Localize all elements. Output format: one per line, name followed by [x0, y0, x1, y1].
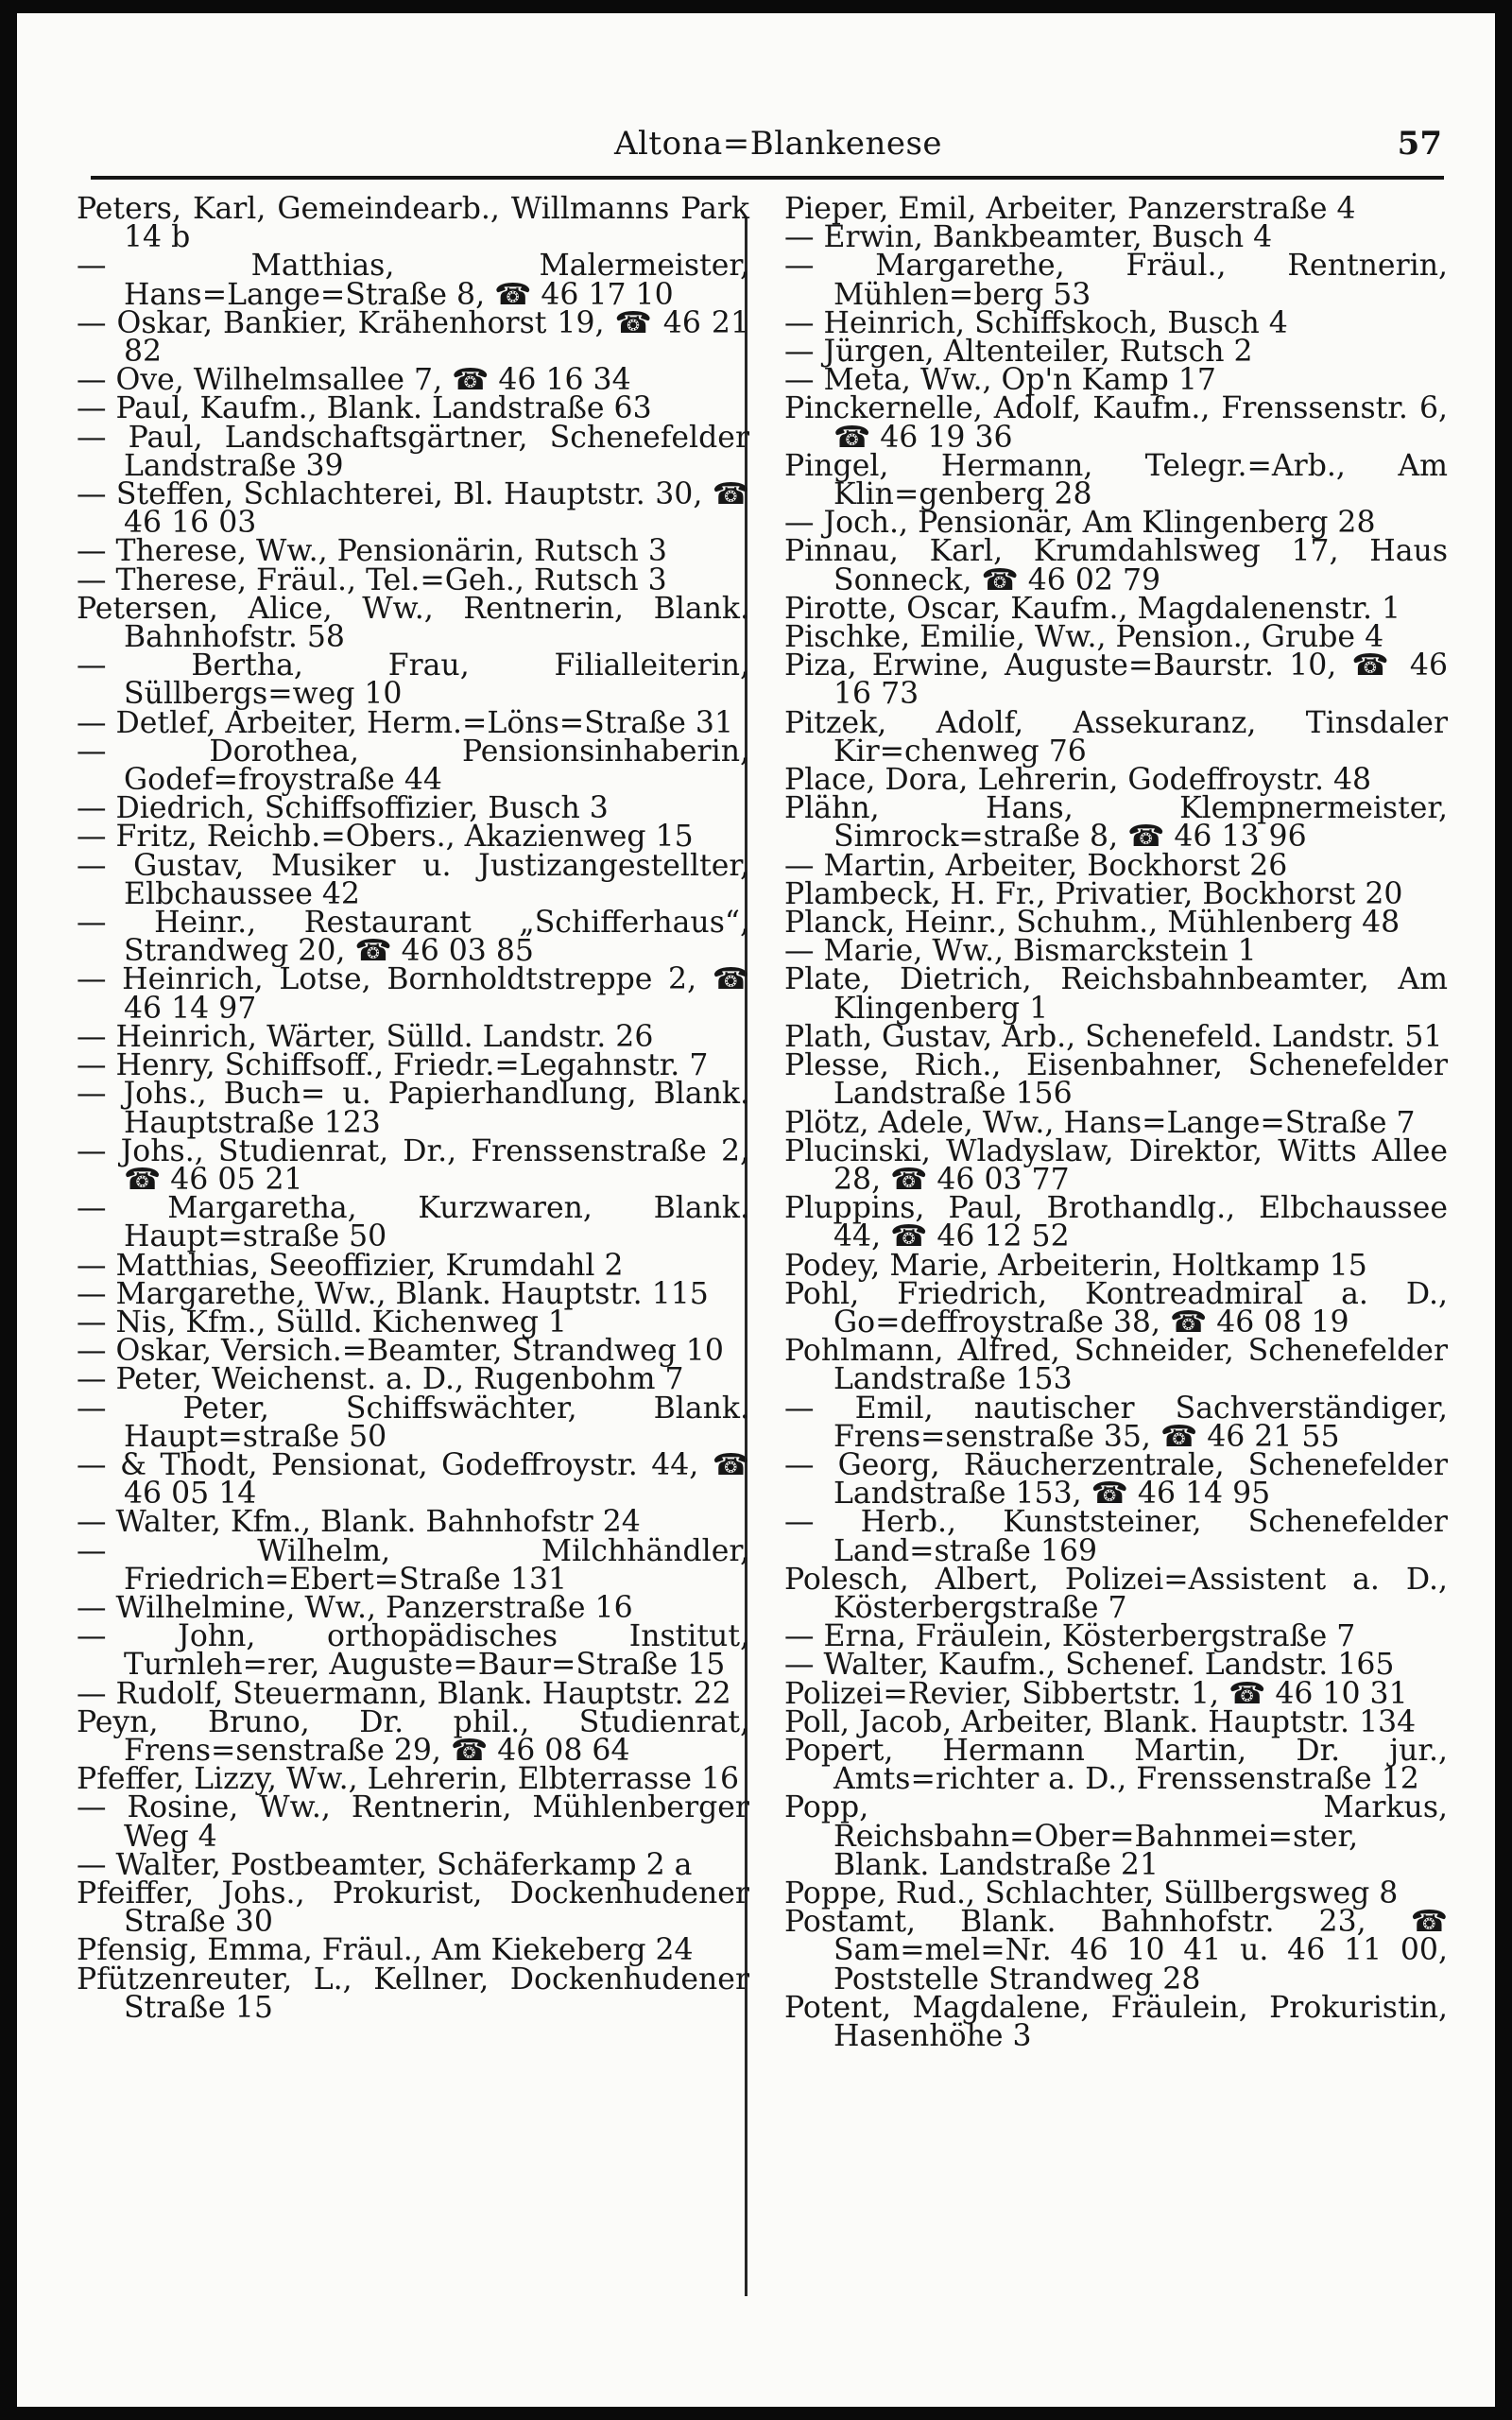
directory-entry: — Georg, Räucherzentrale, Schenefelder Landstraße 153, ☎ 46 14 95 [784, 1447, 1448, 1512]
directory-entry: — Meta, Ww., Op'n Kamp 17 [784, 363, 1216, 398]
directory-entry: — Margarethe, Fräul., Rentnerin, Mühlen=berg 53 [784, 249, 1448, 312]
directory-entry: — Jürgen, Altenteiler, Rutsch 2 [784, 335, 1253, 370]
directory-entry: — Marie, Ww., Bismarckstein 1 [784, 934, 1257, 969]
directory-entry: Pfützenreuter, L., Kellner, Dockenhudener Straße 15 [77, 1962, 749, 2025]
directory-entry: — Ove, Wilhelmsallee 7, ☎ 46 16 34 [77, 363, 631, 398]
directory-entry: — Dorothea, Pensionsinhaberin, Godef=froystraße 44 [77, 734, 749, 798]
directory-entry: — Steffen, Schlachterei, Bl. Hauptstr. 30, ☎ 46 16 03 [77, 477, 749, 541]
directory-entry: — Rosine, Ww., Rentnerin, Mühlenberger Weg 4 [77, 1790, 749, 1854]
directory-entry: Popp, Markus, Reichsbahn=Ober=Bahnmei=ster, Blank. Landstraße 21 [784, 1790, 1448, 1882]
directory-entry: Plath, Gustav, Arb., Schenefeld. Landstr. 51 [784, 1019, 1443, 1054]
directory-entry: — Oskar, Bankier, Krähenhorst 19, ☎ 46 21 82 [77, 305, 749, 370]
directory-entry: — Paul, Landschaftsgärtner, Schenefelder Landstraße 39 [77, 420, 749, 483]
directory-entry: — Detlef, Arbeiter, Herm.=Löns=Straße 31 [77, 705, 733, 740]
directory-entry: — Erna, Fräulein, Kösterbergstraße 7 [784, 1619, 1356, 1654]
directory-entry: Plambeck, H. Fr., Privatier, Bockhorst 20 [784, 876, 1403, 911]
directory-entry: — Heinrich, Schiffskoch, Busch 4 [784, 305, 1288, 340]
directory-entry: Plesse, Rich., Eisenbahner, Schenefelder Landstraße 156 [784, 1048, 1448, 1112]
directory-entry: Pohlmann, Alfred, Schneider, Schenefelder Landstraße 153 [784, 1334, 1448, 1397]
page-title: Altona=Blankenese [614, 125, 943, 163]
directory-entry: Pfensig, Emma, Fräul., Am Kiekeberg 24 [77, 1933, 694, 1968]
directory-entry: Pischke, Emilie, Ww., Pension., Grube 4 [784, 620, 1384, 655]
directory-entry: — Margarethe, Ww., Blank. Hauptstr. 115 [77, 1276, 709, 1311]
directory-entry: Place, Dora, Lehrerin, Godeffroystr. 48 [784, 763, 1372, 798]
directory-entry: Plähn, Hans, Klempnermeister, Simrock=straße 8, ☎ 46 13 96 [784, 791, 1448, 855]
directory-entry: — Wilhelm, Milchhändler, Friedrich=Ebert=Straße 131 [77, 1533, 749, 1597]
directory-entry: Pirotte, Oscar, Kaufm., Magdalenenstr. 1 [784, 591, 1401, 626]
directory-entry: Pinnau, Karl, Krumdahlsweg 17, Haus Sonneck, ☎ 46 02 79 [784, 534, 1448, 597]
directory-entry: Podey, Marie, Arbeiterin, Holtkamp 15 [784, 1248, 1367, 1283]
directory-entry: Pfeiffer, Johs., Prokurist, Dockenhudener Straße 30 [77, 1876, 749, 1940]
directory-entry: — Matthias, Malermeister, Hans=Lange=Straße 8, ☎ 46 17 10 [77, 249, 749, 312]
directory-entry: Poll, Jacob, Arbeiter, Blank. Hauptstr. 134 [784, 1704, 1417, 1739]
directory-entry: Polesch, Albert, Polizei=Assistent a. D., Kösterbergstraße 7 [784, 1562, 1448, 1625]
directory-entry: Pinckernelle, Adolf, Kaufm., Frenssenstr. 6, ☎ 46 19 36 [784, 391, 1448, 455]
directory-entry: Plate, Dietrich, Reichsbahnbeamter, Am Klingenberg 1 [784, 962, 1448, 1026]
header-rule [91, 176, 1444, 180]
directory-entry: Pfeffer, Lizzy, Ww., Lehrerin, Elbterrasse 16 [77, 1762, 740, 1797]
directory-entry: — Peter, Schiffswächter, Blank. Haupt=straße 50 [77, 1391, 749, 1454]
directory-entry: — Walter, Postbeamter, Schäferkamp 2 a [77, 1847, 693, 1882]
right-column [784, 192, 1448, 2053]
directory-entry: — Walter, Kfm., Blank. Bahnhofstr 24 [77, 1505, 641, 1540]
directory-entry: Planck, Heinr., Schuhm., Mühlenberg 48 [784, 906, 1400, 941]
directory-entry: Potent, Magdalene, Fräulein, Prokuristin, Hasenhöhe 3 [784, 1990, 1448, 2053]
directory-entry: — Heinr., Restaurant „Schifferhaus“, Strandweg 20, ☎ 46 03 85 [77, 906, 749, 969]
directory-entry: — Wilhelmine, Ww., Panzerstraße 16 [77, 1590, 633, 1625]
directory-entry: Popert, Hermann Martin, Dr. jur., Amts=richter a. D., Frenssenstraße 12 [784, 1733, 1448, 1797]
directory-entry: — Margaretha, Kurzwaren, Blank. Haupt=straße 50 [77, 1191, 749, 1254]
directory-entry: — Heinrich, Lotse, Bornholdtstreppe 2, ☎ 46 14 97 [77, 962, 749, 1026]
page-number: 57 [1397, 125, 1442, 163]
directory-entry: — Fritz, Reichb.=Obers., Akazienweg 15 [77, 820, 694, 855]
directory-entry: Poppe, Rud., Schlachter, Süllbergsweg 8 [784, 1876, 1399, 1910]
directory-entry: — Therese, Ww., Pensionärin, Rutsch 3 [77, 534, 667, 569]
directory-entry: — Bertha, Frau, Filialleiterin, Süllbergs=weg 10 [77, 648, 749, 712]
directory-entry: — Nis, Kfm., Sülld. Kichenweg 1 [77, 1305, 567, 1340]
directory-entry: Pluppins, Paul, Brothandlg., Elbchaussee 44, ☎ 46 12 52 [784, 1191, 1448, 1254]
directory-entry: — Oskar, Versich.=Beamter, Strandweg 10 [77, 1334, 724, 1369]
directory-entry: — Therese, Fräul., Tel.=Geh., Rutsch 3 [77, 562, 667, 597]
directory-entry: Plucinski, Wladyslaw, Direktor, Witts Allee 28, ☎ 46 03 77 [784, 1133, 1448, 1197]
directory-entry: Piza, Erwine, Auguste=Baurstr. 10, ☎ 46 16 73 [784, 648, 1448, 712]
directory-entry: — Walter, Kaufm., Schenef. Landstr. 165 [784, 1648, 1395, 1683]
directory-entry: — Herb., Kunststeiner, Schenefelder Land=straße 169 [784, 1505, 1448, 1568]
directory-entry: Peters, Karl, Gemeindearb., Willmanns Park 14 b [77, 192, 749, 255]
directory-entry: Pieper, Emil, Arbeiter, Panzerstraße 4 [784, 192, 1356, 226]
directory-entry: — Martin, Arbeiter, Bockhorst 26 [784, 848, 1288, 883]
directory-entry: Postamt, Blank. Bahnhofstr. 23, ☎ Sam=mel=Nr. 46 10 41 u. 46 11 00, Poststelle Strandweg 28 [784, 1905, 1448, 1996]
directory-entry: — Johs., Buch= u. Papierhandlung, Blank. Hauptstraße 123 [77, 1077, 749, 1140]
left-column [77, 192, 749, 2025]
directory-entry: Pohl, Friedrich, Kontreadmiral a. D., Go=deffroystraße 38, ☎ 46 08 19 [784, 1276, 1448, 1340]
directory-entry: — Joch., Pensionär, Am Klingenberg 28 [784, 506, 1376, 541]
directory-entry: — & Thodt, Pensionat, Godeffroystr. 44, ☎ 46 05 14 [77, 1447, 749, 1512]
directory-entry: — Matthias, Seeoffizier, Krumdahl 2 [77, 1248, 624, 1283]
directory-entry: — John, orthopädisches Institut, Turnleh=rer, Auguste=Baur=Straße 15 [77, 1619, 749, 1683]
directory-entry: Plötz, Adele, Ww., Hans=Lange=Straße 7 [784, 1105, 1416, 1140]
directory-entry: — Peter, Weichenst. a. D., Rugenbohm 7 [77, 1362, 684, 1397]
directory-entry: — Emil, nautischer Sachverständiger, Frens=senstraße 35, ☎ 46 21 55 [784, 1391, 1448, 1454]
directory-entry: Polizei=Revier, Sibbertstr. 1, ☎ 46 10 31 [784, 1676, 1408, 1711]
directory-entry: Pitzek, Adolf, Assekuranz, Tinsdaler Kir=chenweg 76 [784, 705, 1448, 769]
directory-entry: — Henry, Schiffsoff., Friedr.=Legahnstr. 7 [77, 1048, 709, 1083]
directory-entry: — Johs., Studienrat, Dr., Frenssenstraße 2, ☎ 46 05 21 [77, 1133, 749, 1197]
directory-entry: — Erwin, Bankbeamter, Busch 4 [784, 220, 1273, 255]
directory-entry: — Diedrich, Schiffsoffizier, Busch 3 [77, 791, 609, 826]
directory-entry: — Heinrich, Wärter, Sülld. Landstr. 26 [77, 1019, 654, 1054]
directory-page [17, 13, 1495, 2407]
directory-entry: — Gustav, Musiker u. Justizangestellter, Elbchaussee 42 [77, 848, 749, 911]
directory-entry: Petersen, Alice, Ww., Rentnerin, Blank. Bahnhofstr. 58 [77, 591, 749, 655]
directory-entry: Peyn, Bruno, Dr. phil., Studienrat, Frens=senstraße 29, ☎ 46 08 64 [77, 1704, 749, 1768]
running-head [17, 125, 1495, 170]
directory-entry: Pingel, Hermann, Telegr.=Arb., Am Klin=genberg 28 [784, 448, 1448, 512]
directory-entry: — Rudolf, Steuermann, Blank. Hauptstr. 22 [77, 1676, 731, 1711]
directory-entry: — Paul, Kaufm., Blank. Landstraße 63 [77, 391, 652, 426]
